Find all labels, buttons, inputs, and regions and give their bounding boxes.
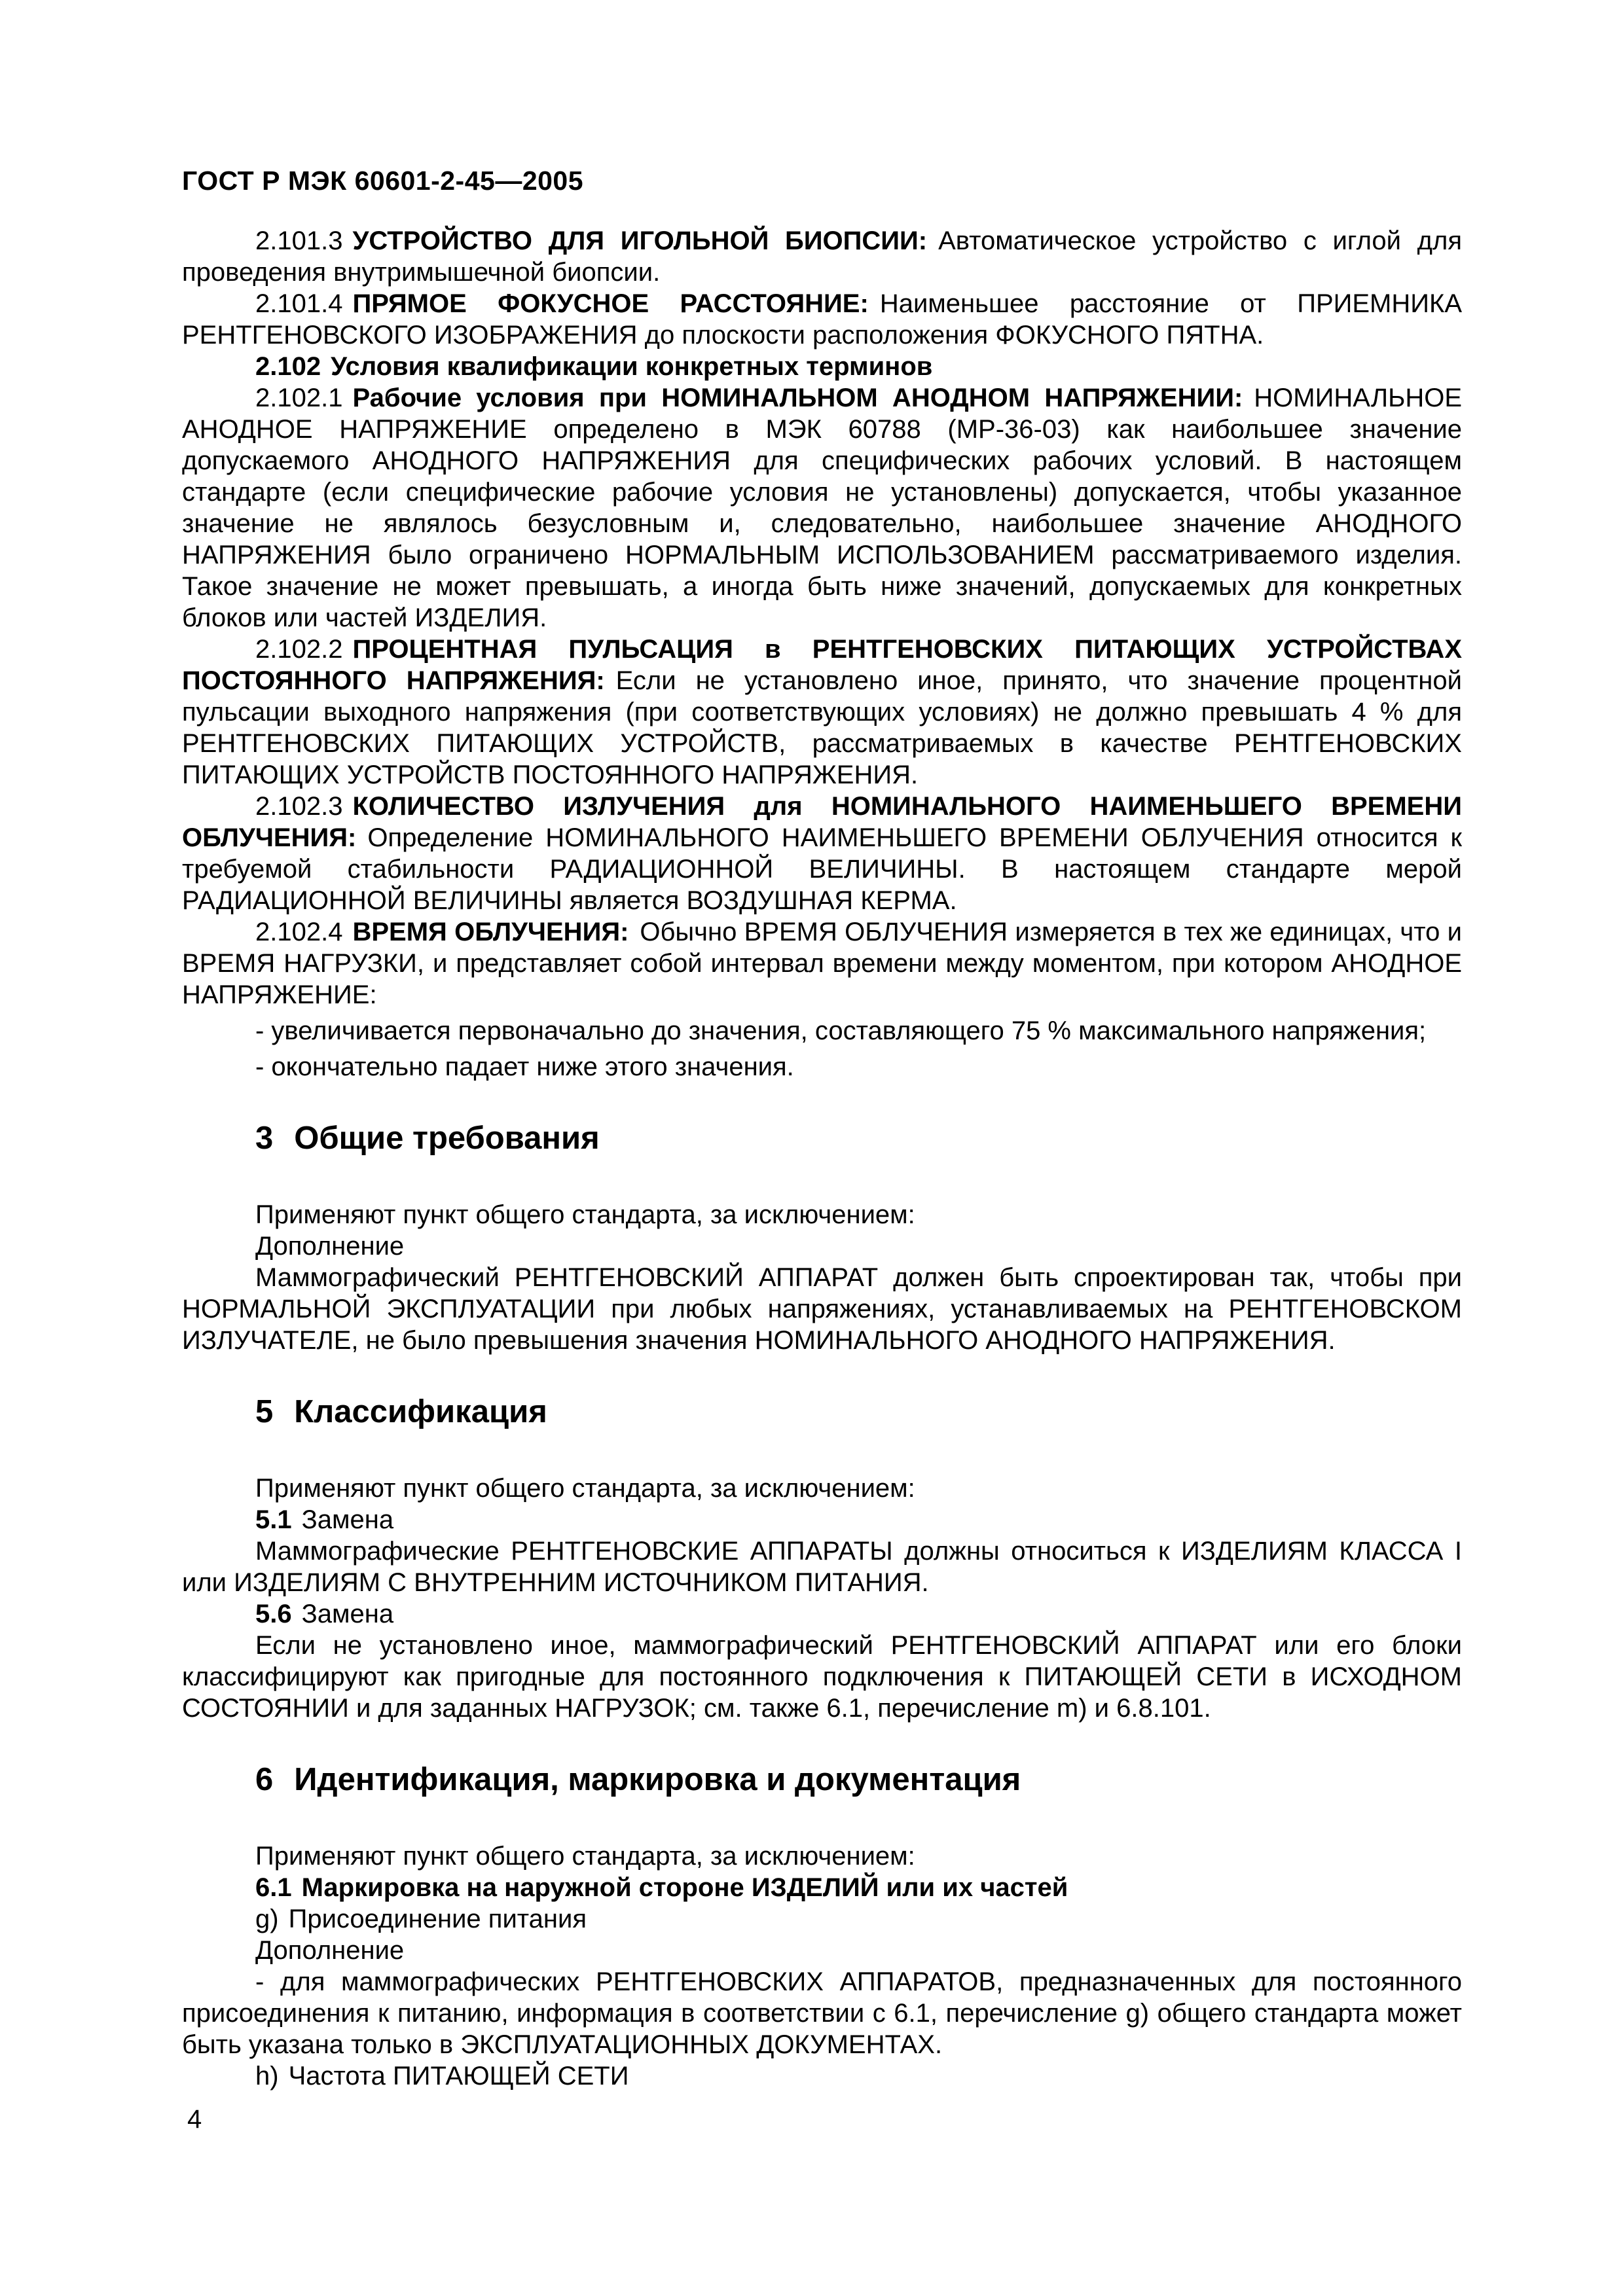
subclause-heading-2-102 [182,351,1462,382]
section-3-paragraph: Маммографический РЕНТГЕНОВСКИЙ АППАРАТ должен быть спроектирован так, чтобы при НОРМАЛЬНОЙ ЭКСПЛУАТАЦИИ при любых напряжениях, устанавливаемых на РЕНТГЕНОВСКОМ ИЗЛУЧАТЕЛЕ, не было превышения значения НОМИНАЛЬНОГО АНОДНОГО НАПРЯЖЕНИЯ. [182,1263,1462,1355]
term-name: УСТРОЙСТВО ДЛЯ ИГОЛЬНОЙ БИОПСИИ: [352,226,928,255]
subclause-title: Условия квалификации конкретных терминов [331,352,933,381]
term-name: КОЛИЧЕСТВО ИЗЛУЧЕНИЯ для НОМИНАЛЬНОГО НАИМЕНЬШЕГО ВРЕМЕНИ ОБЛУЧЕНИЯ: [182,792,1462,852]
apply-note: Применяют пункт общего стандарта, за исключением: [255,1474,915,1503]
subclause-heading-6-1 [182,1872,1462,1903]
section-5-paragraph-2: Если не установлено иное, маммографический РЕНТГЕНОВСКИЙ АППАРАТ или его блоки классифицируют как пригодные для постоянного подключения к ПИТАЮЩЕЙ СЕТИ в ИСХОДНОМ СОСТОЯНИИ и для заданных НАГРУЗОК; см. также 6.1, перечисление m) и 6.8.101. [182,1631,1462,1723]
list-text: Частота ПИТАЮЩЕЙ СЕТИ [288,2062,629,2090]
subclause-label: Замена [301,1600,394,1628]
section-5-heading [182,1393,1462,1431]
addition-label: Дополнение [255,1232,405,1261]
section-number: 6 [255,1762,274,1797]
clause-number: 5.1 [255,1505,292,1534]
list-text: Присоединение питания [288,1905,587,1933]
page-number: 4 [187,2105,202,2134]
section-title: Классификация [294,1394,547,1429]
clause-number: 2.102.1 [255,384,343,412]
list-letter: g) [255,1905,279,1933]
definition-clause-2-102-1 [182,382,1462,634]
term-name: ВРЕМЯ ОБЛУЧЕНИЯ: [352,918,629,946]
term-name: ПРОЦЕНТНАЯ ПУЛЬСАЦИЯ в РЕНТГЕНОВСКИХ ПИТАЮЩИХ УСТРОЙСТВАХ ПОСТОЯННОГО НАПРЯЖЕНИЯ: [182,635,1462,695]
term-name: ПРЯМОЕ ФОКУСНОЕ РАССТОЯНИЕ: [352,289,869,318]
section-title: Идентификация, маркировка и документация [294,1762,1021,1797]
definition-clause-2-101-3 [182,225,1462,288]
subclause-heading-5-1 [182,1504,1462,1535]
standard-designation: ГОСТ Р МЭК 60601-2-45—2005 [182,166,584,196]
section-3-heading [182,1119,1462,1157]
clause-number: 2.102.3 [255,792,343,821]
subclause-label: Замена [301,1505,394,1534]
term-definition: Если не установлено иное, принято, что значение процентной пульсации выходного напряжения (при соответствующих условиях) не должно превышать 4 % для РЕНТГЕНОВСКИХ ПИТАЮЩИХ УСТРОЙСТВ, рассматриваемых в качестве РЕНТГЕНОВСКИХ ПИТАЮЩИХ УСТРОЙСТВ ПОСТОЯННОГО НАПРЯЖЕНИЯ. [182,666,1462,789]
term-definition: Определение НОМИНАЛЬНОГО НАИМЕНЬШЕГО ВРЕМЕНИ ОБЛУЧЕНИЯ относится к требуемой стабильности РАДИАЦИОННОЙ ВЕЛИЧИНЫ. В настоящем стандарте мерой РАДИАЦИОННОЙ ВЕЛИЧИНЫ является ВОЗДУШНАЯ КЕРМА. [182,823,1462,915]
list-item-h [182,2060,1462,2092]
clause-number: 2.101.4 [255,289,343,318]
clause-number: 2.102.4 [255,918,343,946]
apply-note: Применяют пункт общего стандарта, за исключением: [255,1842,915,1871]
clause-number: 5.6 [255,1600,292,1628]
document-body [182,225,1462,2135]
definition-clause-2-101-4 [182,288,1462,351]
list-item-g [182,1903,1462,1935]
term-definition: Обычно ВРЕМЯ ОБЛУЧЕНИЯ измеряется в тех же единицах, что и ВРЕМЯ НАГРУЗКИ, и представляет собой интервал времени между моментом, при котором АНОДНОЕ НАПРЯЖЕНИЕ: [182,918,1462,1009]
term-definition: НОМИНАЛЬНОЕ АНОДНОЕ НАПРЯЖЕНИЕ определено в МЭК 60788 (МР-36-03) как наибольшее значение допускаемого АНОДНОГО НАПРЯЖЕНИЯ для специфических рабочих условий. В настоящем стандарте (если специфические рабочие условия не установлены) допускается, чтобы указанное значение не являлось безусловным и, следовательно, наибольшее значение АНОДНОГО НАПРЯЖЕНИЯ было ограничено НОРМАЛЬНЫМ ИСПОЛЬЗОВАНИЕМ рассматриваемого изделия. Такое значение не может превышать, а иногда быть ниже значений, допускаемых для конкретных блоков или частей ИЗДЕЛИЯ. [182,384,1462,632]
section-6-paragraph: - для маммографических РЕНТГЕНОВСКИХ АППАРАТОВ, предназначенных для постоянного присоединения к питанию, информация в соответствии с 6.1, перечисление g) общего стандарта может быть указана только в ЭКСПЛУАТАЦИОННЫХ ДОКУМЕНТАХ. [182,1967,1462,2059]
apply-note: Применяют пункт общего стандарта, за исключением: [255,1200,915,1229]
term-definition: Автоматическое устройство с иглой для проведения внутримышечной биопсии. [182,226,1463,287]
section-title: Общие требования [294,1121,600,1156]
section-5-paragraph-1: Маммографические РЕНТГЕНОВСКИЕ АППАРАТЫ должны относиться к ИЗДЕЛИЯМ КЛАССА I или ИЗДЕЛИЯМ С ВНУТРЕННИМ ИСТОЧНИКОМ ПИТАНИЯ. [182,1537,1462,1597]
section-number: 5 [255,1394,274,1429]
clause-number: 6.1 [255,1873,292,1902]
subclause-heading-5-6 [182,1598,1462,1630]
addition-label: Дополнение [255,1936,405,1965]
term-name: Рабочие условия при НОМИНАЛЬНОМ АНОДНОМ НАПРЯЖЕНИИ: [352,384,1243,412]
clause-number: 2.101.3 [255,226,343,255]
clause-number: 2.102.2 [255,635,343,664]
list-item-dash: - окончательно падает ниже этого значения. [255,1052,794,1081]
list-item-dash: - увеличивается первоначально до значения, составляющего 75 % максимального напряжения; [255,1016,1427,1045]
clause-number: 2.102 [255,352,321,381]
section-number: 3 [255,1121,274,1156]
subclause-title: Маркировка на наружной стороне ИЗДЕЛИЙ или их частей [301,1873,1068,1902]
definition-clause-2-102-4 [182,916,1462,1011]
list-letter: h) [255,2062,279,2090]
term-definition: Наименьшее расстояние от ПРИЕМНИКА РЕНТГЕНОВСКОГО ИЗОБРАЖЕНИЯ до плоскости расположения ФОКУСНОГО ПЯТНА. [182,289,1462,350]
section-6-heading [182,1761,1462,1799]
definition-clause-2-102-3 [182,791,1462,916]
definition-clause-2-102-2 [182,634,1462,791]
